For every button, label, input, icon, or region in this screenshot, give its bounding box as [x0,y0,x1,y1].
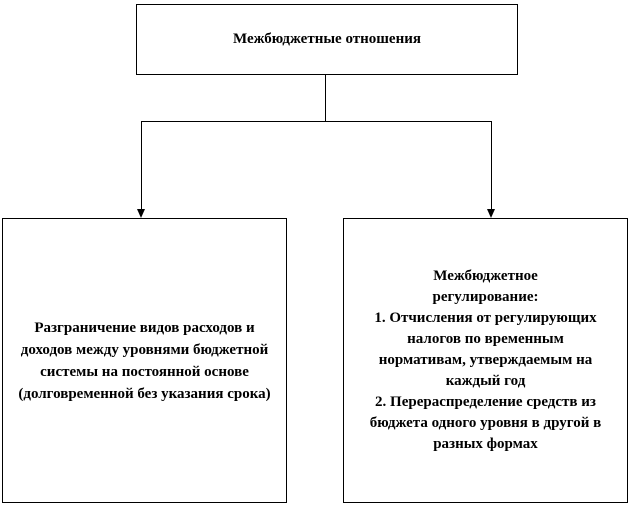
right-node-heading: Межбюджетное регулирование: [432,268,539,305]
top-node-title: Межбюджетные отношения [233,31,421,47]
right-arrowhead [487,209,495,218]
right-node-item-2: 2. Перераспределение средств из бюджета одного уровня в другой в разных формах [369,394,602,452]
connector-left-drop [141,121,142,209]
right-node-content [354,266,617,455]
connector-horizontal [141,121,492,122]
right-node-box [343,218,628,503]
top-node-box [136,4,518,75]
left-node-text: Разграничение видов расходов и доходов между уровнями бюджетной системы на постоянной основе (долговременной без указания срока) [18,319,271,402]
left-arrowhead [137,209,145,218]
right-node-item-1: 1. Отчисления от регулирующих налогов по временным нормативам, утверждаемым на каждый год [374,310,597,389]
left-node-box [2,218,287,503]
connector-stem [325,75,326,121]
connector-right-drop [491,121,492,209]
